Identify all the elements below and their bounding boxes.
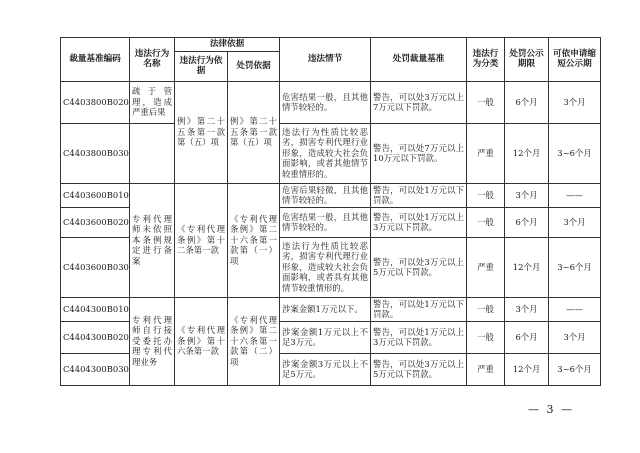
table-row xyxy=(61,81,601,123)
circumstance-cell: 危害后果轻微，且其他情节较轻的。 xyxy=(280,183,371,207)
standard-cell: 警告，可以处1万元以上3万元以下罚款。 xyxy=(371,207,467,237)
circumstance-cell: 涉案金额1万元以下。 xyxy=(280,297,371,321)
table-row xyxy=(61,183,601,207)
code-cell: C4403600B030 xyxy=(61,237,130,297)
period-cell: 3个月 xyxy=(505,183,549,207)
act-basis-cell: 《专利代理条例》第十六条第一款 xyxy=(175,297,228,385)
act-name-cell: 专利代理师未依照本条例规定进行备案 xyxy=(130,183,175,297)
act-name-cell-continued xyxy=(130,123,175,183)
circumstance-cell: 违法行为性质比较恶劣，损害专利代理行业形象，造成较大社会负面影响，或者其他情节较重情形的。 xyxy=(280,123,371,183)
standard-cell: 警告，可以处3万元以上7万元以下罚款。 xyxy=(371,81,467,123)
standard-cell: 警告，可以处1万元以下罚款。 xyxy=(371,297,467,321)
standard-cell: 警告，可以处7万元以上10万元以下罚款。 xyxy=(371,123,467,183)
shorten-cell: 3~6个月 xyxy=(549,353,601,385)
header-period: 处罚公示期限 xyxy=(505,38,549,82)
period-cell: 12个月 xyxy=(505,237,549,297)
shorten-cell: 3个月 xyxy=(549,321,601,353)
act-name-cell: 疏于管理，造成严重后果 xyxy=(130,81,175,123)
header-standard: 处罚裁量基准 xyxy=(371,38,467,82)
category-cell: 严重 xyxy=(467,237,505,297)
page-number: — 3 — xyxy=(528,403,574,416)
act-basis-cell: 《专利代理条例》第十二条第一款 xyxy=(175,183,228,297)
period-cell: 3个月 xyxy=(505,297,549,321)
act-basis-cell: 例》第二十五条第一款第（五）项 xyxy=(175,81,228,183)
header-code: 裁量基准编码 xyxy=(61,38,130,82)
category-cell: 一般 xyxy=(467,183,505,207)
circumstance-cell: 涉案金额3万元以上不足5万元。 xyxy=(280,353,371,385)
category-cell: 一般 xyxy=(467,297,505,321)
shorten-cell: 3个月 xyxy=(549,207,601,237)
code-cell: C4403600B020 xyxy=(61,207,130,237)
category-cell: 一般 xyxy=(467,321,505,353)
header-act-basis: 违法行为依据 xyxy=(175,51,228,81)
header-circumstance: 违法情节 xyxy=(280,38,371,82)
penalty-basis-cell: 《专利代理条例》第二十六条第一款第（二）项 xyxy=(228,297,280,385)
shorten-cell: 3~6个月 xyxy=(549,123,601,183)
code-cell: C4404300B030 xyxy=(61,353,130,385)
act-name-cell: 专利代理师自行接受委托办理专利代理业务 xyxy=(130,297,175,385)
category-cell: 严重 xyxy=(467,353,505,385)
code-cell: C4403800B020 xyxy=(61,81,130,123)
circumstance-cell: 危害结果一般，且其他情节较轻的。 xyxy=(280,207,371,237)
period-cell: 12个月 xyxy=(505,123,549,183)
code-cell: C4404300B010 xyxy=(61,297,130,321)
shorten-cell: 3个月 xyxy=(549,81,601,123)
category-cell: 严重 xyxy=(467,123,505,183)
penalty-basis-cell: 例》第二十五条第一款第（五）项 xyxy=(228,81,280,183)
shorten-cell: —— xyxy=(549,297,601,321)
circumstance-cell: 违法行为性质比较恶劣，损害专利代理行业形象，造成较大社会负面影响，或者具有其他情节较重情形的。 xyxy=(280,237,371,297)
shorten-cell: —— xyxy=(549,183,601,207)
period-cell: 6个月 xyxy=(505,207,549,237)
code-cell: C4404300B020 xyxy=(61,321,130,353)
table-row xyxy=(61,297,601,321)
circumstance-cell: 涉案金额1万元以上不足3万元。 xyxy=(280,321,371,353)
standard-cell: 警告，可以处3万元以上5万元以下罚款。 xyxy=(371,353,467,385)
category-cell: 一般 xyxy=(467,81,505,123)
circumstance-cell: 危害结果一般，且其他情节较轻的。 xyxy=(280,81,371,123)
header-penalty-basis: 处罚依据 xyxy=(228,51,280,81)
header-category: 违法行为分类 xyxy=(467,38,505,82)
category-cell: 一般 xyxy=(467,207,505,237)
standard-cell: 警告，可以处1万元以下罚款。 xyxy=(371,183,467,207)
period-cell: 6个月 xyxy=(505,321,549,353)
header-act-name: 违法行为名称 xyxy=(130,38,175,82)
period-cell: 6个月 xyxy=(505,81,549,123)
document-page xyxy=(60,37,601,386)
period-cell: 12个月 xyxy=(505,353,549,385)
code-cell: C4403600B010 xyxy=(61,183,130,207)
code-cell: C4403800B030 xyxy=(61,123,130,183)
penalty-basis-cell: 《专利代理条例》第二十六条第一款第（一）项 xyxy=(228,183,280,297)
header-shorten: 可依申请缩短公示期 xyxy=(549,38,601,82)
standard-cell: 警告，可以处1万元以上3万元以下罚款。 xyxy=(371,321,467,353)
table-row xyxy=(61,123,601,183)
shorten-cell: 3~6个月 xyxy=(549,237,601,297)
standard-cell: 警告，可以处3万元以上5万元以下罚款。 xyxy=(371,237,467,297)
header-legal-basis: 法律依据 xyxy=(175,38,280,52)
penalty-discretion-table xyxy=(60,37,601,386)
